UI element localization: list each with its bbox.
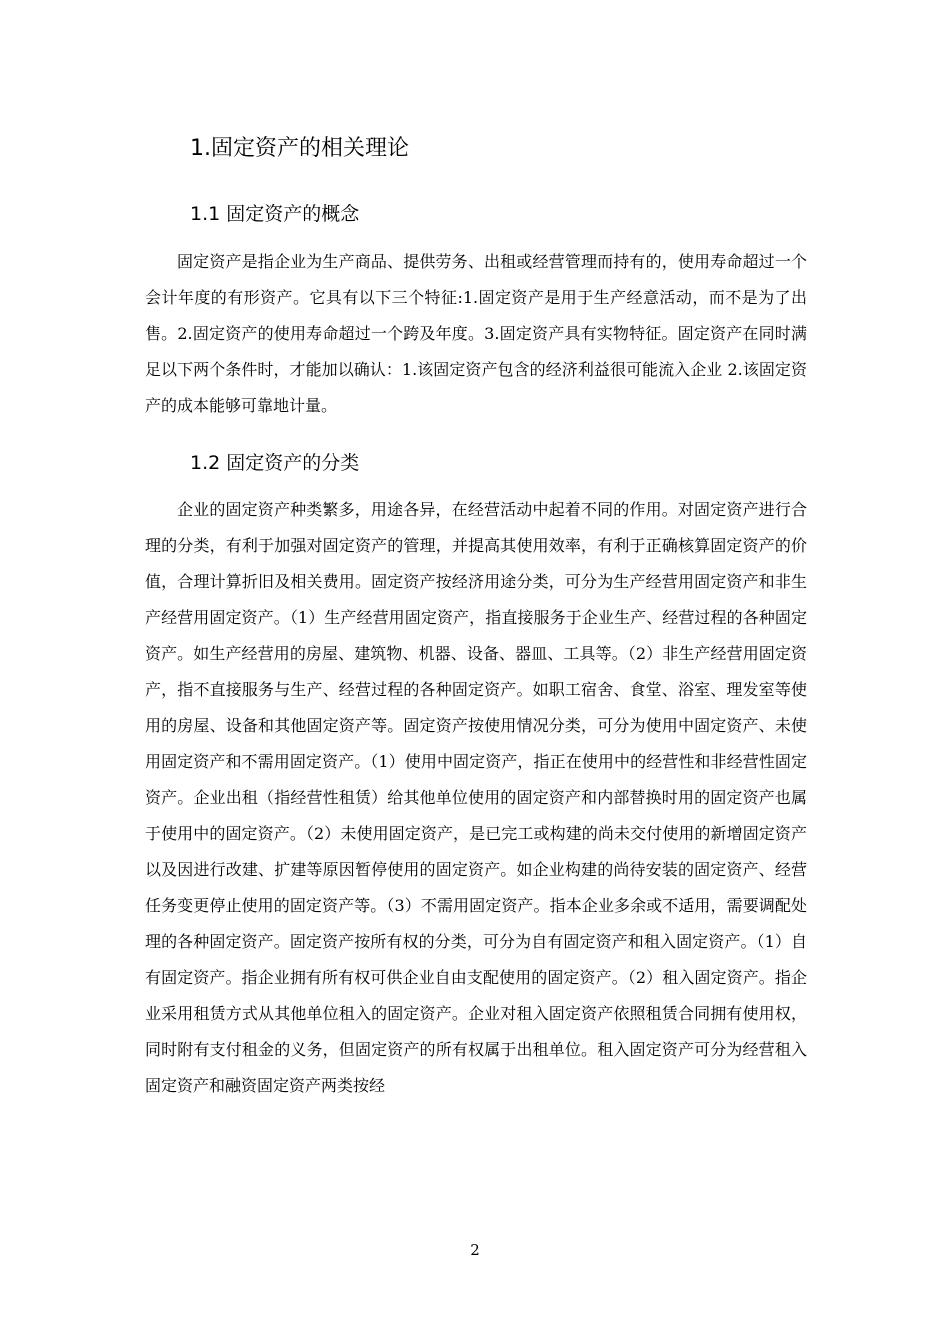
subsection-title-classification: 1.2 固定资产的分类 [190, 452, 360, 474]
paragraph-classification: 企业的固定资产种类繁多，用途各异，在经营活动中起着不同的作用。对固定资产进行合理的分类，有利于加强对固定资产的管理，并提高其使用效率，有利于正确核算固定资产的价值，合理计算折旧及相关费用。固定资产按经济用途分类，可分为生产经营用固定资产和非生产经营用固定资产。（1）生产经营用固定资产，指直接服务于企业生产、经营过程的各种固定资产。如生产经营用的房屋、建筑物、机器、设备、器皿、工具等。（2）非生产经营用固定资产，指不直接服务与生产、经营过程的各种固定资产。如职工宿舍、食堂、浴室、理发室等使用的房屋、设备和其他固定资产等。固定资产按使用情况分类，可分为使用中固定资产、未使用固定资产和不需用固定资产。（1）使用中固定资产，指正在使用中的经营性和非经营性固定资产。企业出租（指经营性租赁）给其他单位使用的固定资产和内部替换时用的固定资产也属于使用中的固定资产。（2）未使用固定资产，是已完工或构建的尚未交付使用的新增固定资产以及因进行改建、扩建等原因暂停使用的固定资产。如企业构建的尚待安装的固定资产、经营任务变更停止使用的固定资产等。（3）不需用固定资产。指本企业多余或不适用，需要调配处理的各种固定资产。固定资产按所有权的分类，可分为自有固定资产和租入固定资产。（1）自有固定资产。指企业拥有所有权可供企业自由支配使用的固定资产。（2）租入固定资产。指企业采用租赁方式从其他单位租入的固定资产。企业对租入固定资产依照租赁合同拥有使用权，同时附有支付租金的义务，但固定资产的所有权属于出租单位。租入固定资产可分为经营租入固定资产和融资固定资产两类按经 [145, 500, 807, 1095]
page-number: 2 [470, 1241, 480, 1259]
section-title: 1.固定资产的相关理论 [190, 136, 409, 161]
paragraph-concept: 固定资产是指企业为生产商品、提供劳务、出租或经营管理而持有的，使用寿命超过一个会计年度的有形资产。它具有以下三个特征:1.固定资产是用于生产经意活动，而不是为了出售。2.固定资产的使用寿命超过一个跨及年度。3.固定资产具有实物特征。固定资产在同时满足以下两个条件时，才能加以确认：1.该固定资产包含的经济利益很可能流入企业 2.该固定资产的成本能够可靠地计量。 [145, 252, 807, 415]
subsection-title-concept: 1.1 固定资产的概念 [190, 203, 360, 225]
